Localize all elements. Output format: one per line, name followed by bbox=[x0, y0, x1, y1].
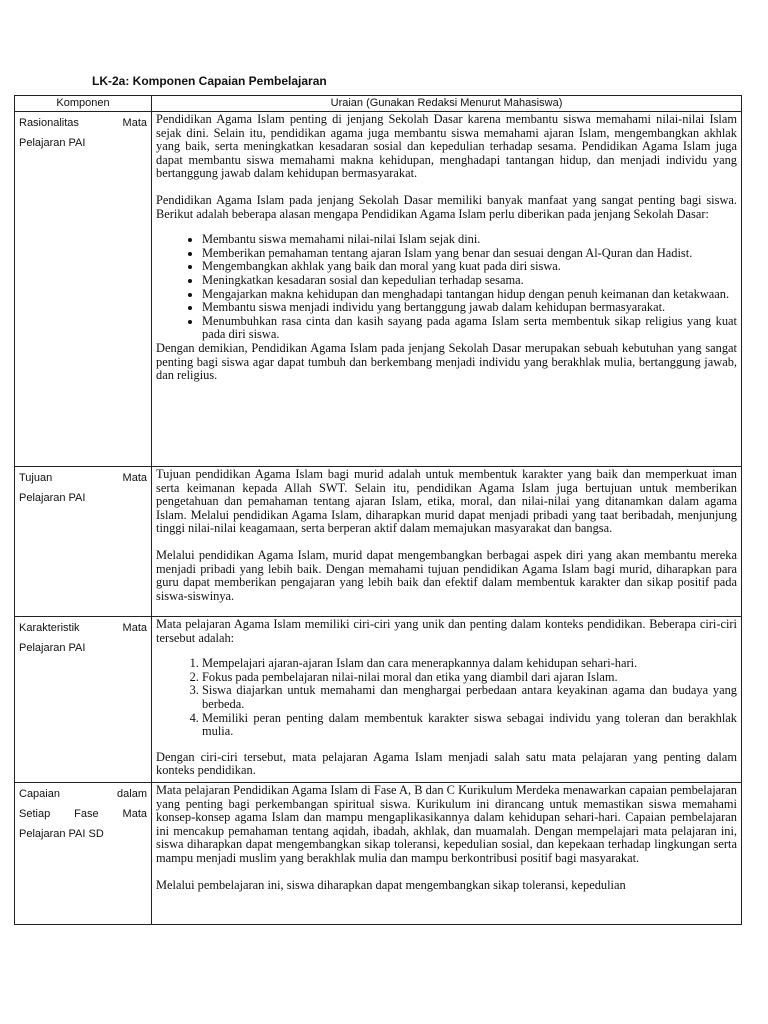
uraian-cell bbox=[152, 467, 742, 617]
paragraph: Tujuan pendidikan Agama Islam bagi murid adalah untuk membentuk karakter yang baik dan memperkuat iman serta keimanan kepada Allah SWT. Selain itu, pendidikan Agama Islam juga bertujuan untuk memberikan pengetahuan dan pemahaman tentang ajaran Islam, etika, moral, dan nilai-nilai yang ditanamkan dalam agama Islam. Melalui pendidikan Agama Islam, diharapkan murid dapat menjadi pribadi yang taat beribadah, menjunjung tinggi nilai-nilai keagamaan, serta berperan aktif dalam memajukan masyarakat dan bangsa. bbox=[156, 467, 737, 536]
list-item: • Mengajarkan makna kehidupan dan menghadapi tantangan hidup dengan penuh keimanan dan ketakwaan. bbox=[202, 288, 737, 302]
document-title: LK-2a: Komponen Capaian Pembelajaran bbox=[92, 74, 327, 88]
uraian-cell bbox=[152, 617, 742, 783]
component-cell bbox=[15, 112, 152, 467]
component-line: Pelajaran PAI bbox=[19, 492, 86, 504]
table-row-tujuan bbox=[15, 467, 742, 617]
uraian-cell bbox=[152, 783, 742, 925]
paragraph: Melalui pembelajaran ini, siswa diharapkan dapat mengembangkan sikap toleransi, kepedulian bbox=[156, 877, 626, 892]
paragraph: Dengan ciri-ciri tersebut, mata pelajaran Agama Islam menjadi salah satu mata pelajaran yang penting dalam konteks pendidikan. bbox=[156, 749, 737, 778]
component-cell bbox=[15, 467, 152, 617]
header-komponen: Komponen bbox=[15, 96, 152, 112]
list-item: 4. Memiliki peran penting dalam membentuk karakter siswa sebagai individu yang toleran dan berakhlak mulia. bbox=[202, 712, 737, 739]
table-header-row bbox=[15, 96, 742, 112]
paragraph: Pendidikan Agama Islam pada jenjang Sekolah Dasar memiliki banyak manfaat yang sangat penting bagi siswa. Berikut adalah beberapa alasan mengapa Pendidikan Agama Islam perlu diberikan pada jenjang Sekolah Dasar: bbox=[156, 192, 737, 221]
list-item: • Membantu siswa menjadi individu yang bertanggung jawab dalam kehidupan bermasyarakat. bbox=[202, 301, 737, 315]
header-uraian: Uraian (Gunakan Redaksi Menurut Mahasiswa) bbox=[152, 96, 742, 112]
list-item: 1. Mempelajari ajaran-ajaran Islam dan cara menerapkannya dalam kehidupan sehari-hari. bbox=[202, 657, 737, 671]
list-item: 3. Siswa diajarkan untuk memahami dan menghargai perbedaan antara keyakinan agama dan budaya yang berbeda. bbox=[202, 684, 737, 711]
list-item: • Meningkatkan kesadaran sosial dan kepedulian terhadap sesama. bbox=[202, 274, 737, 288]
table-row-karakteristik bbox=[15, 617, 742, 783]
table-row-capaian bbox=[15, 783, 742, 925]
paragraph: Mata pelajaran Pendidikan Agama Islam di Fase A, B dan C Kurikulum Merdeka menawarkan capaian pembelajaran yang penting bagi perkembangan spiritual siswa. Kurikulum ini dirancang untuk memastikan siswa memahami konsep-konsep agama Islam dan mampu mengaplikasikannya dalam kehidupan sehari-hari. Capaian pembelajaran ini mencakup pemahaman tentang aqidah, ibadah, akhlak, dan muamalah. Dengan mempelajari mata pelajaran ini, siswa diharapkan dapat mengembangkan sikap toleransi, kepedulian sosial, dan kepekaan terhadap lingkungan serta mampu menjadi muslim yang berakhlak mulia dan mampu berkontribusi positif bagi masyarakat. bbox=[156, 783, 737, 865]
numbered-list bbox=[156, 657, 737, 739]
component-line: Pelajaran PAI bbox=[19, 137, 86, 149]
komponen-table bbox=[14, 95, 742, 925]
list-item: • Membantu siswa memahami nilai-nilai Islam sejak dini. bbox=[202, 233, 737, 247]
table-row-rasionalitas bbox=[15, 112, 742, 467]
bullet-list bbox=[156, 233, 737, 342]
component-line: Capaian dalam bbox=[19, 788, 147, 800]
list-item: 2. Fokus pada pembelajaran nilai-nilai moral dan etika yang diambil dari ajaran Islam. bbox=[202, 671, 737, 685]
component-line: Karakteristik Mata bbox=[19, 622, 147, 634]
uraian-cell bbox=[152, 112, 742, 467]
component-line: Setiap Fase Mata bbox=[19, 808, 147, 820]
paragraph: Melalui pendidikan Agama Islam, murid dapat mengembangkan berbagai aspek diri yang akan membantu mereka menjadi pribadi yang lebih baik. Dengan memahami tujuan pendidikan Agama Islam bagi murid, diharapkan para guru dapat memberikan pengajaran yang lebih baik dan efektif dalam membentuk karakter dan sikap positif pada siswa-siswinya. bbox=[156, 547, 737, 603]
paragraph: Mata pelajaran Agama Islam memiliki ciri-ciri yang unik dan penting dalam konteks pendidikan. Beberapa ciri-ciri tersebut adalah: bbox=[156, 617, 737, 645]
component-line: Pelajaran PAI bbox=[19, 642, 86, 654]
list-item: • Menumbuhkan rasa cinta dan kasih sayang pada agama Islam serta membentuk sikap religius yang kuat pada diri siswa. bbox=[202, 315, 737, 342]
paragraph: Pendidikan Agama Islam penting di jenjang Sekolah Dasar karena membantu siswa memahami nilai-nilai Islam sejak dini. Selain itu, pendidikan agama juga membantu siswa memahami ajaran Islam, mengembangkan akhlak yang baik, serta meningkatkan kesadaran sosial dan kepedulian terhadap sesama. Pendidikan Agama Islam juga dapat membantu siswa memahami makna kehidupan, menghadapi tantangan hidup, dan menjadi individu yang bertanggung jawab dalam kehidupan bermasyarakat. bbox=[156, 112, 737, 181]
paragraph: Dengan demikian, Pendidikan Agama Islam pada jenjang Sekolah Dasar merupakan sebuah kebutuhan yang sangat penting bagi siswa agar dapat tumbuh dan berkembang menjadi individu yang berakhlak mulia, bertanggung jawab, dan religius. bbox=[156, 340, 737, 383]
list-item: • Mengembangkan akhlak yang baik dan moral yang kuat pada diri siswa. bbox=[202, 260, 737, 274]
component-line: Rasionalitas Mata bbox=[19, 117, 147, 129]
component-line: Pelajaran PAI SD bbox=[19, 828, 104, 840]
component-cell bbox=[15, 783, 152, 925]
component-cell bbox=[15, 617, 152, 783]
list-item: • Memberikan pemahaman tentang ajaran Islam yang benar dan sesuai dengan Al-Quran dan Hadist. bbox=[202, 247, 737, 261]
component-line: Tujuan Mata bbox=[19, 472, 147, 484]
